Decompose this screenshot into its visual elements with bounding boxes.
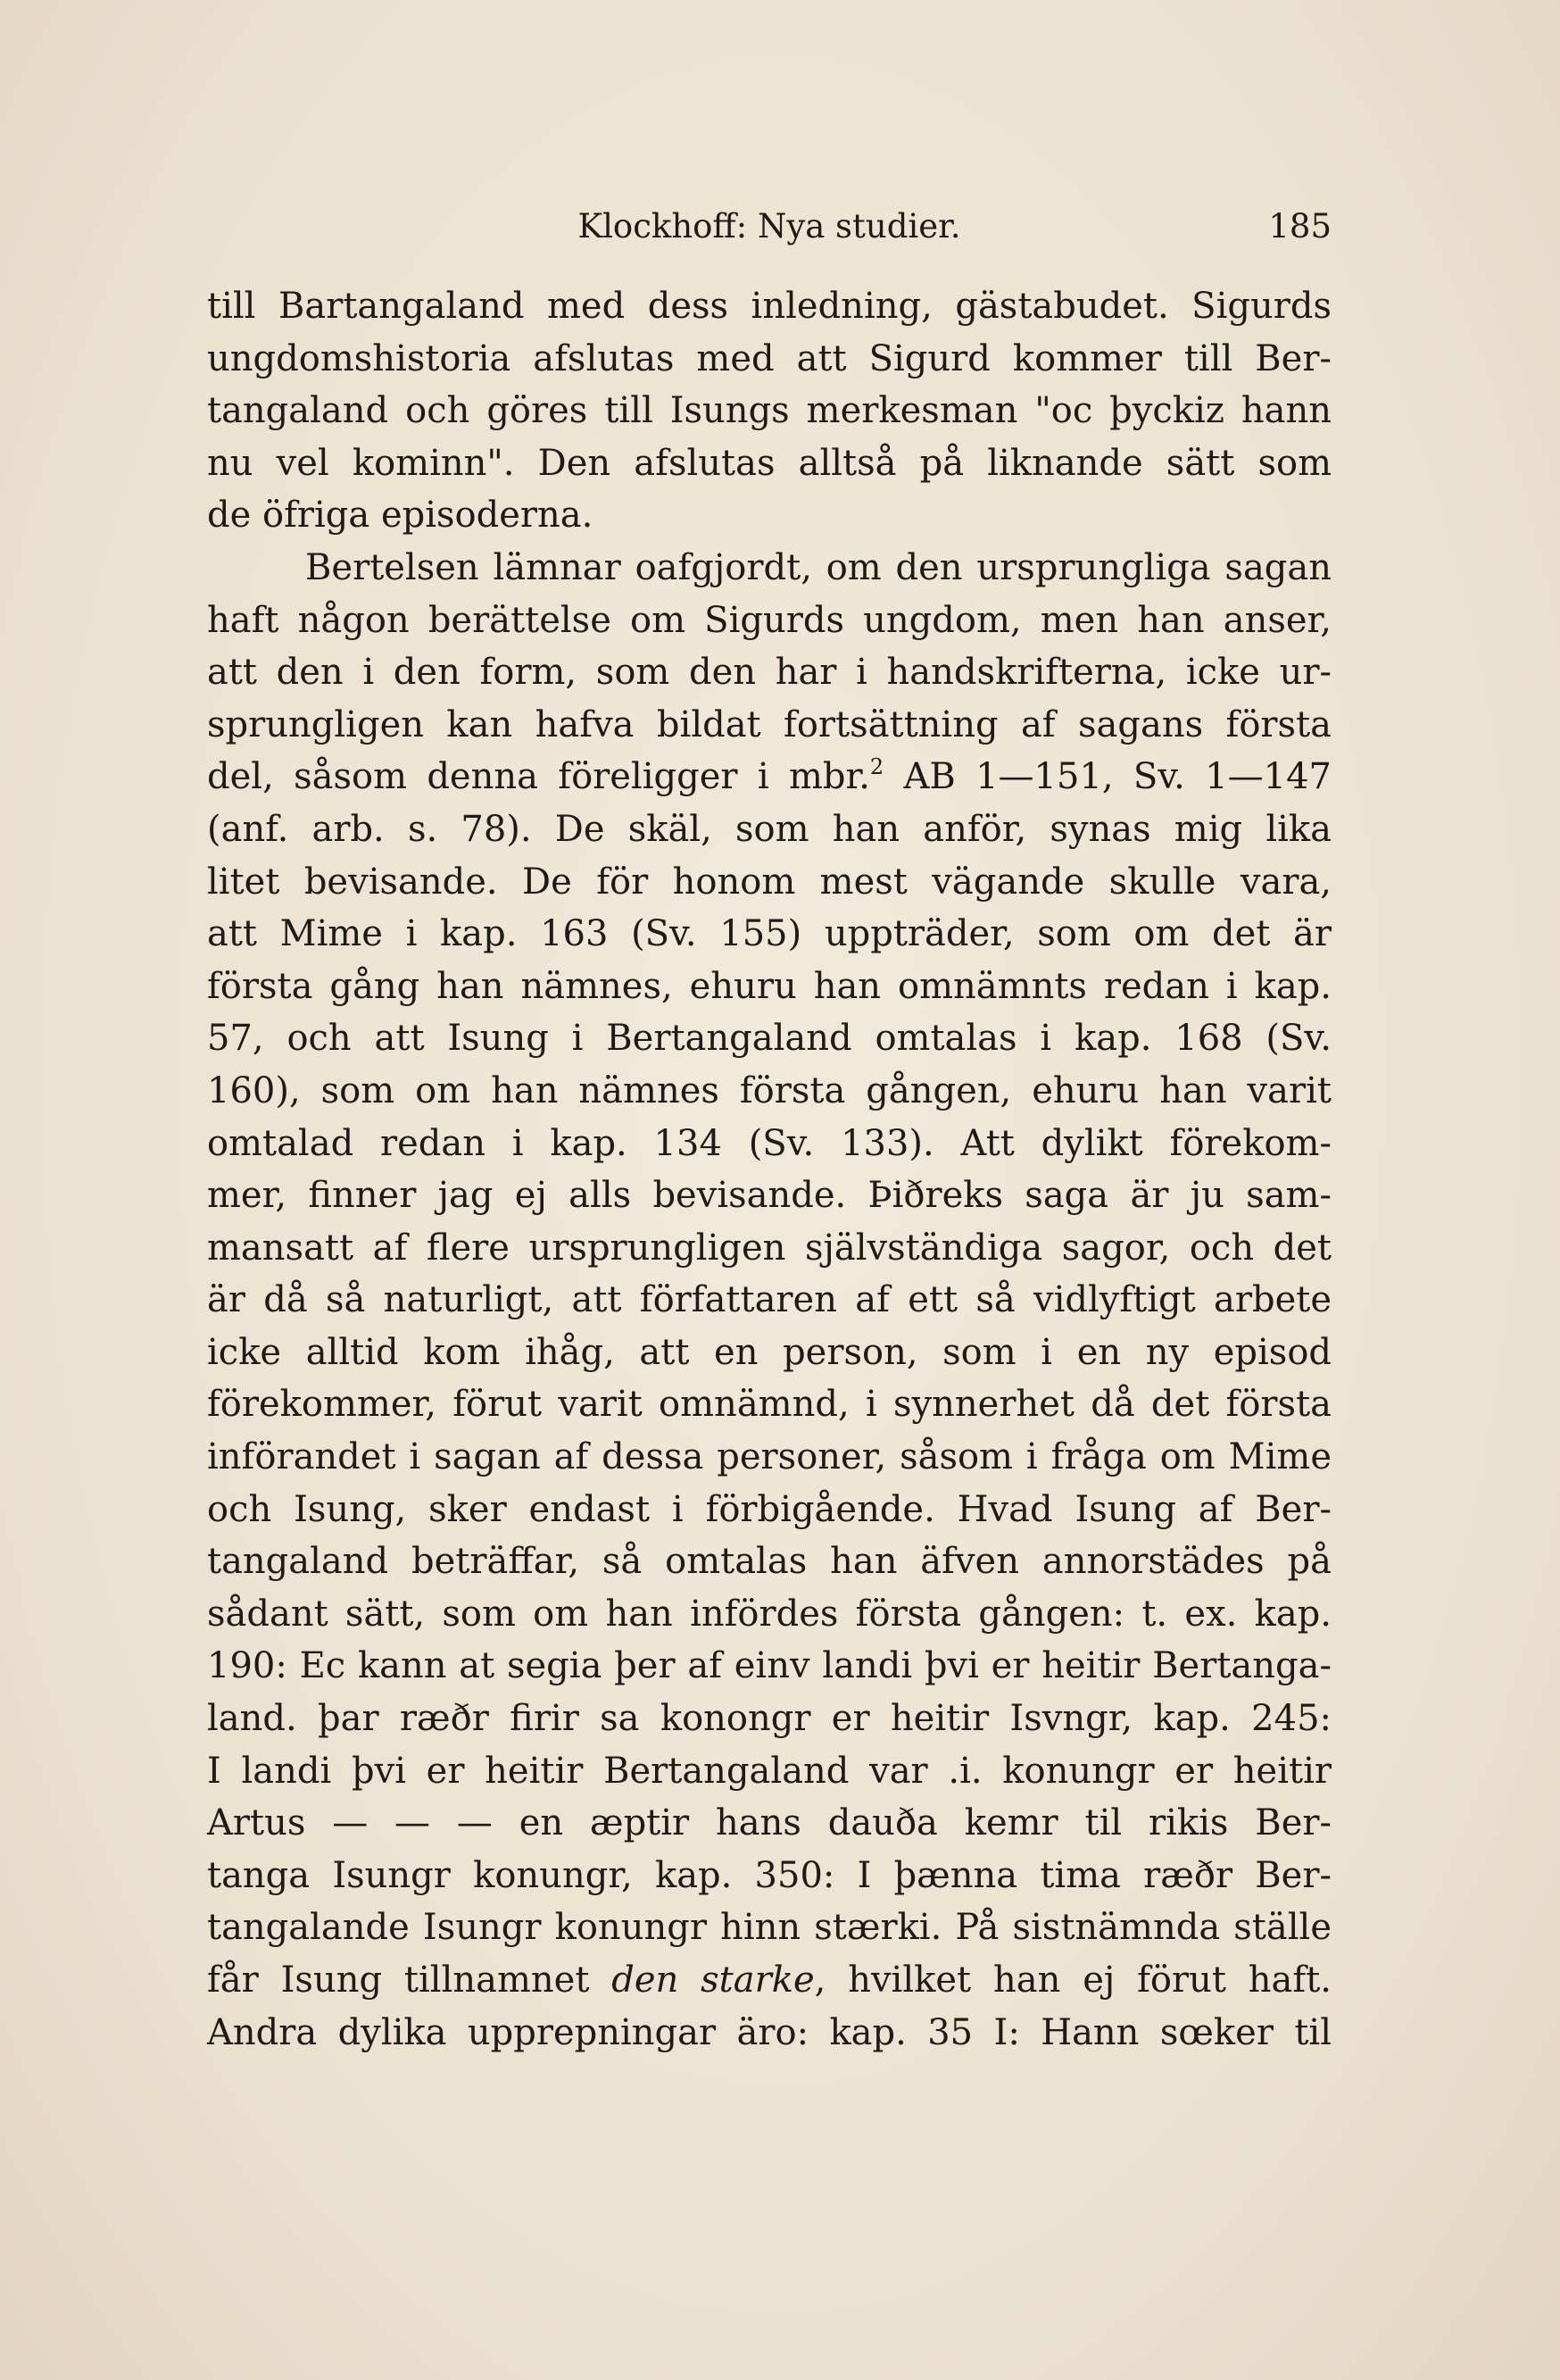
body-text xyxy=(207,280,1332,2059)
text-line: Artus — — — en æptir hans dauða kemr til rikis Ber- xyxy=(207,1802,1332,1844)
text-line: omtalad redan i kap. 134 (Sv. 133). Att dylikt förekom- xyxy=(207,1122,1332,1164)
text-segment: AB 1—151, Sv. 1—147 xyxy=(884,756,1332,798)
text-line: icke alltid kom ihåg, att en person, som i en ny episod xyxy=(207,1331,1332,1373)
text-line: nu vel kominn". Den afslutas alltså på liknande sätt som xyxy=(207,442,1332,484)
text-line: förekommer, förut varit omnämnd, i synnerhet då det första xyxy=(207,1384,1332,1426)
text-line: I landi þvi er heitir Bertangaland var .i. konungr er heitir xyxy=(207,1750,1332,1792)
text-segment: del, såsom denna föreligger i mbr. xyxy=(207,756,870,798)
text-line: införandet i sagan af dessa personer, såsom i fråga om Mime xyxy=(207,1436,1332,1478)
text-line: Andra dylika upprepningar äro: kap. 35 I: Hann sœker til xyxy=(207,2011,1332,2053)
text-line: tangaland och göres till Isungs merkesman "oc þyckiz hann xyxy=(207,390,1332,432)
text-line: land. þar ræðr firir sa konongr er heitir Isvngr, kap. 245: xyxy=(207,1698,1332,1740)
text-line: till Bartangaland med dess inledning, gästabudet. Sigurds xyxy=(207,286,1332,327)
text-segment: får Isung tillnamnet xyxy=(207,1960,612,2001)
text-line: tanga Isungr konungr, kap. 350: I þænna tima ræðr Ber- xyxy=(207,1854,1332,1896)
text-line: 57, och att Isung i Bertangaland omtalas i kap. 168 (Sv. xyxy=(207,1018,1332,1060)
footnote-marker: 2 xyxy=(869,754,884,780)
text-line: sådant sätt, som om han infördes första gången: t. ex. kap. xyxy=(207,1593,1332,1635)
emphasis: den starke xyxy=(611,1960,815,2001)
text-line xyxy=(207,751,1332,803)
running-title: Klockhoff: Nya studier. xyxy=(577,207,961,245)
text-segment: , hvilket han ej förut haft. xyxy=(814,1960,1332,2001)
page-number: 185 xyxy=(1268,207,1332,245)
text-line: tangalande Isungr konungr hinn stærki. På sistnämnda ställe xyxy=(207,1907,1332,1949)
text-line: haft någon berättelse om Sigurds ungdom, men han anser, xyxy=(207,599,1332,641)
text-line: (anf. arb. s. 78). De skäl, som han anför, synas mig lika xyxy=(207,808,1332,850)
text-line: 190: Ec kann at segia þer af einv landi þvi er heitir Bertanga- xyxy=(207,1645,1332,1687)
text-line xyxy=(207,1954,1332,2007)
text-line: mansatt af flere ursprungligen självständiga sagor, och det xyxy=(207,1227,1332,1269)
text-line: Bertelsen lämnar oafgjordt, om den ursprungliga sagan xyxy=(305,546,1332,588)
text-line: mer, finner jag ej alls bevisande. Þiðreks saga är ju sam- xyxy=(207,1175,1332,1217)
text-line: sprungligen kan hafva bildat fortsättning af sagans första xyxy=(207,703,1332,745)
text-line: första gång han nämnes, ehuru han omnämnts redan i kap. xyxy=(207,965,1332,1007)
text-line: att den i den form, som den har i handskrifterna, icke ur- xyxy=(207,652,1332,694)
text-line: ungdomshistoria afslutas med att Sigurd kommer till Ber- xyxy=(207,337,1332,379)
text-line: är då så naturligt, att författaren af ett så vidlyftigt arbete xyxy=(207,1279,1332,1321)
text-line: tangaland beträffar, så omtalas han äfven annorstädes på xyxy=(207,1541,1332,1583)
running-header xyxy=(207,202,1332,252)
text-line: att Mime i kap. 163 (Sv. 155) uppträder, som om det är xyxy=(207,913,1332,955)
text-line: de öfriga episoderna. xyxy=(207,495,593,537)
text-line: 160), som om han nämnes första gången, ehuru han varit xyxy=(207,1069,1332,1111)
text-line: och Isung, sker endast i förbigående. Hvad Isung af Ber- xyxy=(207,1488,1332,1530)
text-line: litet bevisande. De för honom mest vägande skulle vara, xyxy=(207,861,1332,903)
